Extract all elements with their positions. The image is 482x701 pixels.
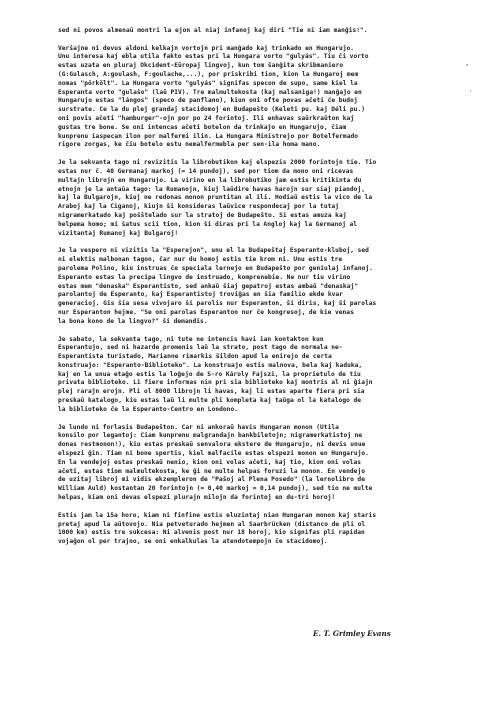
scan-speck xyxy=(470,90,471,92)
text-line: Esperanto estas la precipa lingvo de instruado, komprenebie. Ne nur tiu virino xyxy=(58,273,351,281)
text-line: la bona kono de la lingvo?" ŝi demandis. xyxy=(58,317,208,325)
text-line: donas restmonon!), kiu estas preskaŭ senvalora ekstere de Hungarujo, ni devis unue xyxy=(58,441,366,449)
text-line: En la vendejoj estas preskaŭ nenio, kion oni volas aĉeti, kaj tio, kion oni volas xyxy=(58,458,361,466)
paragraph xyxy=(58,247,442,326)
text-line: multajn librojn en Hungarujo. La virino en la librobutiko jam estis kritikinta du xyxy=(58,176,362,184)
text-line: nur Esperanton hejme. "Se oni parolas Esperanton nur ĉe kongresoj, de kie venas xyxy=(58,308,354,316)
text-line: nomas "pörkölt". La Hungara vorto "gulyás" signifas specon de supo, same kiel la xyxy=(58,79,358,87)
text-line: vizitantaj Rumanoj kaj Bulgaroj! xyxy=(58,229,179,237)
paragraph xyxy=(58,512,442,547)
article-body xyxy=(58,45,442,547)
text-line: elspezi ĝin. Tiam ni bone spertis, kiel malfacile estas elspezi monon en Hungarujo. xyxy=(58,450,369,458)
text-line: rigore zorgas, ke ĉiu botelo estu nemalfermebla per sen-ila homa mano. xyxy=(58,141,321,149)
text-line: privata biblioteko. Li fiere informas nin pri sia biblioteko kaj montris al ni ĝiajn xyxy=(58,379,373,387)
text-line: Esperantista turistado, Marianne rimarkis ŝildon apud la enirejo de certa xyxy=(58,353,332,361)
text-line: parolema Polino, kiu instruas ĉe speciala lernejo en Budapeŝto por geniulaj infanoj. xyxy=(58,264,373,272)
text-line: Esperantujo, sed ni hazarde promenis laŭ la strato, post tago de normala ne- xyxy=(58,344,343,352)
text-line: gustas tre bone. Se oni intencas aĉeti botelon da trinkaĵo en Hungarujo, ĉiam xyxy=(58,123,347,131)
text-line: pretaj apud la aŭtovojo. Nia petveturado hejmen al Saarbrücken (distanco de pli ol xyxy=(58,520,366,528)
text-line: Je lundo ni forlasis Budapeŝton. Car ni ankoraŭ havis Hungaran monon (Utila xyxy=(58,423,339,431)
text-line: etnojn je la antaŭa tago: la Rumanojn, kiuj laŭdire havas harojn sur siaj piandoj, xyxy=(58,185,365,193)
text-line: William Auld) kostantan 20 forintojn (= 0,40 markoj = 0,14 pundoj), sed tio ne multe xyxy=(58,485,373,493)
text-line: vojaĝon ol per trajno, se oni enkalkulas la atendotempojn ĉe stacidomoj. xyxy=(58,538,328,546)
paragraph xyxy=(58,45,442,151)
scan-speck xyxy=(466,64,468,66)
text-line: ni elektis malbonan tagon, ĉar nur du homoj estis tie krom ni. Unu estis tre xyxy=(58,256,343,264)
continued-line: sed ni povos almenaŭ montri la ejon al niaj infanoj kaj diri "Tie ni iam manĝis!". xyxy=(58,27,368,34)
text-line: la biblioteko ĉe la Esperanto-Centro en Londono. xyxy=(58,405,239,413)
text-line: estas nur ĉ. 40 Germanaj markoj (= 14 pundoj), sed por tiom da mono oni ricevas xyxy=(58,167,354,175)
text-line: 1000 km) estis tre sukcesa: Ni alvenis post nur 18 horoj, kio signifas pli rapidan xyxy=(58,529,365,537)
text-line: Je la sekvanta tago ni revizitis la librobutikon kaj elspezis 2000 forintojn tie. Tio xyxy=(58,159,377,167)
text-line: helpema homo; mi ŝatus scii tion, kion ŝi diras pri la Angloj kaj la Germanoj al xyxy=(58,220,358,228)
text-line: Je sabato, la sekvanta tago, ni tute ne intencis havi ian kontakton kun xyxy=(58,335,324,343)
text-line: Verŝajne ni devus aldoni kelkajn vortojn pri manĝado kaj trinkado en Hungarujo. xyxy=(58,44,355,52)
text-line: Esperanta vorto "gulaŝo" (laŭ PIV). Tre malmultekosta (kaj malsaniga!) manĝaĵo en xyxy=(58,88,362,96)
text-line: aĉeti, estas tiom malmultekosta, ke ĝi ne multe helpas foruzi la monon. En vendejo xyxy=(58,467,365,475)
text-line: Araboj kaj la Ciganoj, kiujn ŝi konsideras laŭvice respondecaj por la tutaj xyxy=(58,203,339,211)
text-line: konstruaĵo: "Esperanto-Biblioteko". La konstruaĵo estis malnova, bela kaj kaduka, xyxy=(58,361,363,369)
text-line: kaj la Bulgarojn, kiuj ne redonas monon pruntitan al ili. Hodiaŭ estis la vico de la xyxy=(58,194,373,202)
text-line: preskaŭ katalogo, kiu estas laŭ li multe pli kompleta kaj taŭga ol la katalogo de xyxy=(58,397,361,405)
text-line: oni povis aĉeti "hamburger"-ojn por po 24 forintoj. Ili enhavas saŭrkraŭton kaj xyxy=(58,114,355,122)
text-line: estas mem "denaska" Esperantisto, sed ankaŭ ŝiaj gepatroj estas ambaŭ "denaskaj" xyxy=(58,282,359,290)
text-line: kunprenu iaspecan ilon por malfermi ilin. La Hungara Ministrejo por Botelfermado xyxy=(58,132,359,140)
text-line: generacioj. Ĝis ŝia sesa vivojaro ŝi parolis nur Esperanton, ŝi diris, kaj ŝi parolas xyxy=(58,300,377,308)
text-line: parolantoj de Esperanto, kaj Esperantistoj troviĝas en ŝia familio ekde kvar xyxy=(58,291,343,299)
text-line: Hungarujo estas "lángos" (speco de panflano), kiun oni ofte povas aĉeti ĉe budoj xyxy=(58,97,358,105)
text-line: helpas, kiam oni devas elspezi plurajn milojn da forintoj en du-tri horoj! xyxy=(58,494,336,502)
text-line: nigramerkatado kaj poŝŝtelado sur la stratoj de Budapeŝto. Ŝi estas amuza kaj xyxy=(58,211,347,219)
author-signature: E. T. Grimley Evans xyxy=(313,629,391,638)
text-line: konsilo por legantoj: Ĉiam kunprenu malgrandajn bankbiletojn; nigramerkatistoj ne xyxy=(58,432,363,440)
text-line: de uzitaj libroj mi vidis ekzempleron de "Paŝoj al Plena Posedo" (la lernolibro de xyxy=(58,476,365,484)
text-line: (G:Gulasch, A:goulash, F:goulache,...), por priskribi tion, kion la Hungaroj mem xyxy=(58,70,359,78)
text-line: kaj en la unua etaĝo estis la loĝejo de S-ro Károly Fajszi, la proprietulo de tiu xyxy=(58,370,361,378)
paragraph xyxy=(58,336,442,415)
text-line: plej raraĵn erojn. Pli ol 8000 librojn li havas, kaj li estas aparte fiera pri sia xyxy=(58,388,365,396)
text-line: surstrate. Ĉe la du plej grandaj stacidomoj en Budapeŝto (Keleti pu. kaj Déli pu.) xyxy=(58,106,365,114)
paragraph xyxy=(58,424,442,503)
text-line: Unu interesa kaj ebla utila fakto estas pri la Hungara vorto "gulyás". Tiu ĉi vorto xyxy=(58,53,369,61)
text-line: Je la vespero ni vizitis la "Esperejon", unu el la Budapeŝtaj Esperanto-kluboj, sed xyxy=(58,247,369,255)
text-line: Estis jam la 15a horo, kiam ni finfine estis eluzintaj nian Hungaran monon kaj staris xyxy=(58,511,377,519)
paragraph xyxy=(58,159,442,238)
text-line: estas uzata en pluraj Okcident-Eŭropaj lingvoj, kun tom ŝanĝita skribmaniero xyxy=(58,62,344,70)
